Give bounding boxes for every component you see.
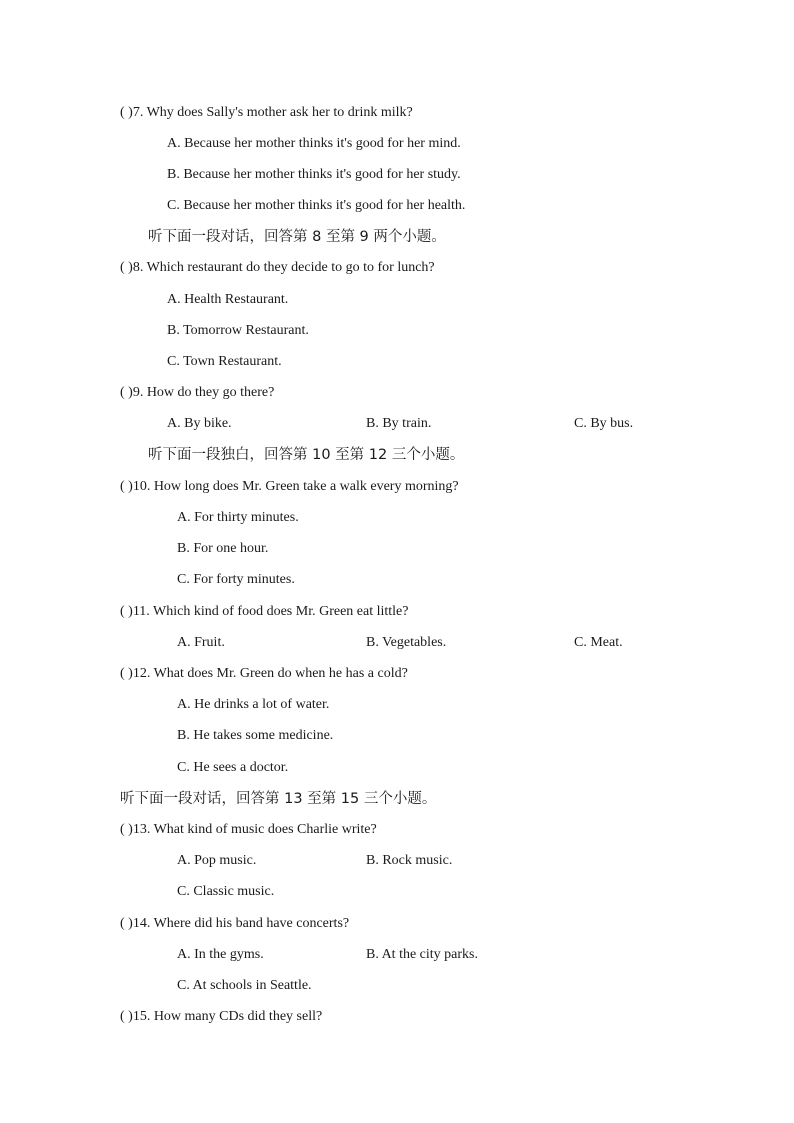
- question-8-stem: ( )8. Which restaurant do they decide to go to for lunch?: [120, 260, 435, 275]
- section-heading-13-15: 听下面一段对话，回答第 13 至第 15 三个小题。: [120, 791, 437, 807]
- question-8-option-c: C. Town Restaurant.: [167, 354, 282, 369]
- question-8-option-a: A. Health Restaurant.: [167, 292, 289, 307]
- question-14-option-a: A. In the gyms.: [177, 947, 264, 962]
- question-14-stem: ( )14. Where did his band have concerts?: [120, 916, 350, 931]
- question-15-stem: ( )15. How many CDs did they sell?: [120, 1009, 323, 1024]
- question-9-stem: ( )9. How do they go there?: [120, 385, 275, 400]
- question-12-option-a: A. He drinks a lot of water.: [177, 697, 330, 712]
- question-9-option-c: C. By bus.: [574, 416, 634, 431]
- question-10-option-a: A. For thirty minutes.: [177, 510, 299, 525]
- question-10-stem: ( )10. How long does Mr. Green take a walk every morning?: [120, 479, 459, 494]
- question-9-option-a: A. By bike.: [167, 416, 232, 431]
- question-11-option-a: A. Fruit.: [177, 635, 225, 650]
- question-14-option-c: C. At schools in Seattle.: [177, 978, 312, 993]
- question-12-stem: ( )12. What does Mr. Green do when he has a cold?: [120, 666, 408, 681]
- question-13-option-b: B. Rock music.: [366, 853, 453, 868]
- section-heading-10-12: 听下面一段独白，回答第 10 至第 12 三个小题。: [148, 447, 465, 463]
- section-heading-8-9: 听下面一段对话，回答第 8 至第 9 两个小题。: [148, 229, 446, 245]
- question-7-option-b: B. Because her mother thinks it's good for her study.: [167, 167, 461, 182]
- question-14-option-b: B. At the city parks.: [366, 947, 478, 962]
- question-8-option-b: B. Tomorrow Restaurant.: [167, 323, 309, 338]
- question-11-stem: ( )11. Which kind of food does Mr. Green eat little?: [120, 604, 409, 619]
- question-12-option-c: C. He sees a doctor.: [177, 760, 289, 775]
- question-13-stem: ( )13. What kind of music does Charlie write?: [120, 822, 377, 837]
- question-10-option-c: C. For forty minutes.: [177, 572, 295, 587]
- question-13-option-c: C. Classic music.: [177, 884, 275, 899]
- question-11-option-b: B. Vegetables.: [366, 635, 447, 650]
- question-7-option-c: C. Because her mother thinks it's good for her health.: [167, 198, 466, 213]
- question-10-option-b: B. For one hour.: [177, 541, 269, 556]
- question-7-option-a: A. Because her mother thinks it's good for her mind.: [167, 136, 461, 151]
- question-12-option-b: B. He takes some medicine.: [177, 728, 334, 743]
- question-11-option-c: C. Meat.: [574, 635, 623, 650]
- question-13-option-a: A. Pop music.: [177, 853, 257, 868]
- question-9-option-b: B. By train.: [366, 416, 432, 431]
- question-7-stem: ( )7. Why does Sally's mother ask her to drink milk?: [120, 105, 413, 120]
